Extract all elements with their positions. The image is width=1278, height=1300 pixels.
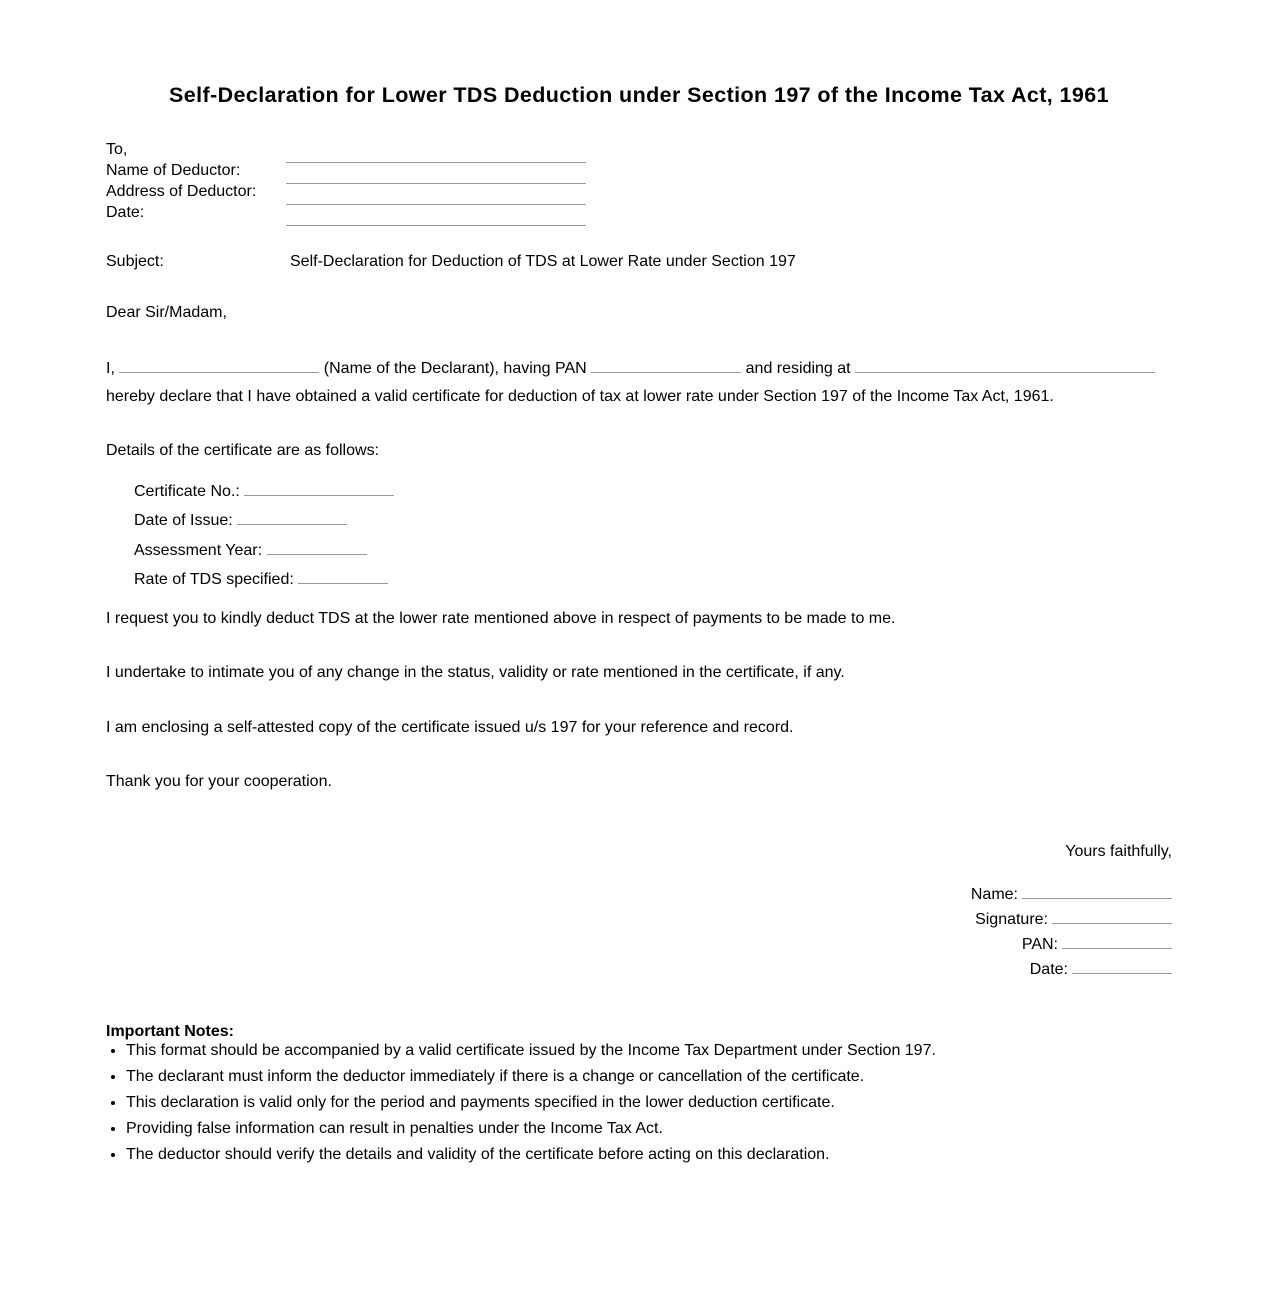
declarant-name-hint: (Name of the Declarant), having PAN [323,360,587,377]
thanks-paragraph: Thank you for your cooperation. [106,773,332,790]
subject-label: Subject: [106,253,164,270]
note-item: • Providing false information can result in penalties under the Income Tax Act. [126,1119,936,1145]
date-blank-line [286,225,586,226]
signatory-date-blank-line [1072,973,1172,974]
signature-blank-line [1052,923,1172,924]
note-item: • This declaration is valid only for the period and payments specified in the lower deduction certificate. [126,1093,936,1119]
sign-off: Yours faithfully, [1065,843,1172,860]
deductor-name-label: Name of Deductor: [106,162,241,179]
declarant-name-blank-line [119,372,319,373]
certificate-no-row [134,483,394,501]
signature-row [975,911,1172,929]
enclosure-paragraph: I am enclosing a self-attested copy of the certificate issued u/s 197 for your reference and record. [106,719,794,736]
signatory-date-label: Date: [1029,961,1068,978]
signature-label: Signature: [975,911,1048,928]
deductor-address-label: Address of Deductor: [106,183,257,200]
important-notes-title: Important Notes: [106,1023,234,1040]
subject-text: Self-Declaration for Deduction of TDS at Lower Rate under Section 197 [290,253,796,270]
tds-rate-blank-line [298,583,388,584]
date-of-issue-blank-line [237,524,347,525]
tds-rate-label: Rate of TDS specified: [134,571,294,588]
date-label: Date: [106,204,145,221]
signatory-name-blank-line [1022,898,1172,899]
deductor-address-blank-line [286,204,586,205]
note-item: • This format should be accompanied by a valid certificate issued by the Income Tax Department under Section 197. [126,1041,936,1067]
assessment-year-blank-line [267,554,367,555]
assessment-year-label: Assessment Year: [134,542,263,559]
signatory-date-row [1030,961,1172,979]
certificate-no-label: Certificate No.: [134,483,240,500]
date-of-issue-label: Date of Issue: [134,512,233,529]
signatory-pan-label: PAN: [1021,936,1058,953]
signatory-name-row [971,886,1172,904]
note-item: • The deductor should verify the details and validity of the certificate before acting on this declaration. [126,1145,936,1171]
signatory-name-label: Name: [970,886,1018,903]
declaration-line-2: hereby declare that I have obtained a valid certificate for deduction of tax at lower rate under Section 197 of the Income Tax Act, 1961. [106,388,1054,405]
note-item: • The declarant must inform the deductor immediately if there is a change or cancellation of the certificate. [126,1067,936,1093]
to-label: To, [106,141,128,158]
declarant-address-blank-line [855,372,1155,373]
document-title: Self-Declaration for Lower TDS Deduction under Section 197 of the Income Tax Act, 1961 [169,83,1109,107]
deductor-to-blank-line [286,162,586,163]
tds-rate-row [134,571,388,589]
certificate-no-blank-line [244,495,394,496]
residing-label: and residing at [745,360,851,377]
date-of-issue-row [134,512,347,530]
declaration-prefix: I, [106,360,115,377]
important-notes-list [106,1041,936,1171]
declarant-pan-blank-line [591,372,741,373]
assessment-year-row [134,542,367,560]
certificate-intro: Details of the certificate are as follows: [106,442,380,459]
signatory-pan-blank-line [1062,948,1172,949]
signatory-pan-row [1022,936,1172,954]
salutation: Dear Sir/Madam, [106,304,227,321]
undertaking-paragraph: I undertake to intimate you of any change in the status, validity or rate mentioned in the certificate, if any. [106,664,845,681]
deductor-name-blank-line [286,183,586,184]
request-paragraph: I request you to kindly deduct TDS at the lower rate mentioned above in respect of payments to be made to me. [106,610,896,627]
declaration-line-1 [106,360,1155,378]
